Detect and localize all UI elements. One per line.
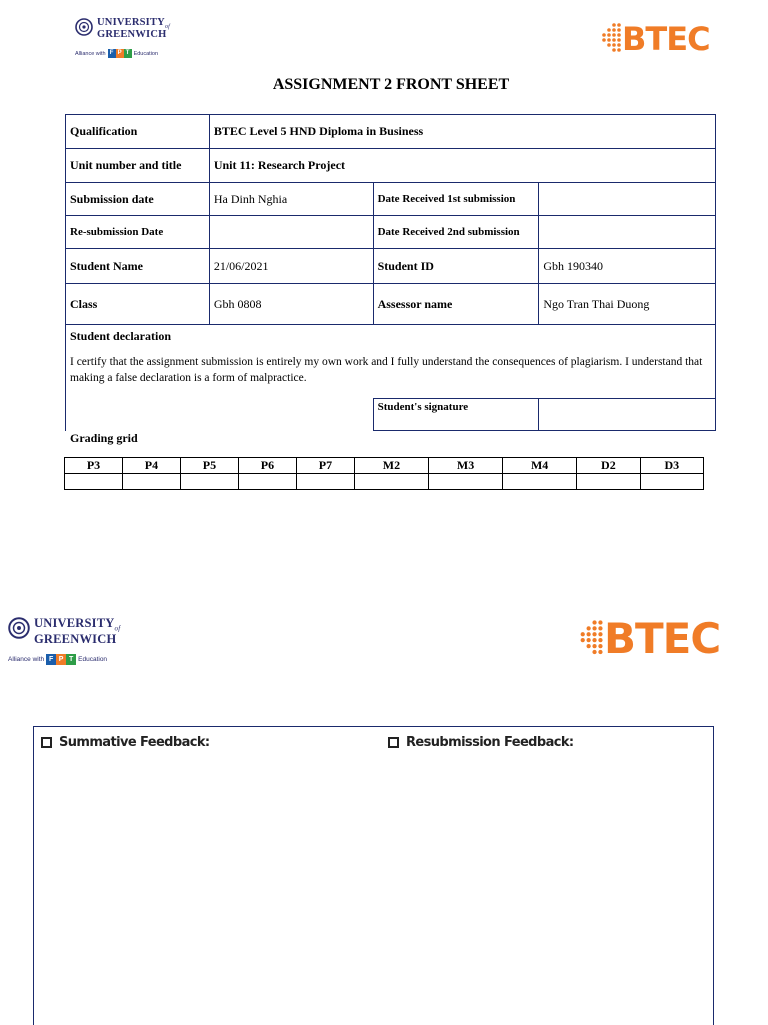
feedback-box — [33, 726, 714, 1025]
student-name-value: 21/06/2021 — [209, 249, 373, 284]
grade-header-p7: P7 — [296, 458, 354, 474]
date-received-2-label: Date Received 2nd submission — [373, 216, 539, 249]
fpt-letter-t: T — [66, 654, 76, 665]
university-of: of — [164, 24, 171, 31]
declaration-label: Student declaration — [70, 329, 172, 343]
university-crest-icon — [75, 18, 93, 36]
btec-wordmark: BTEC — [622, 20, 710, 58]
summative-checkbox-icon[interactable] — [41, 737, 52, 748]
grade-header-d3: D3 — [640, 458, 703, 474]
university-line1: UNIVERSITY — [97, 17, 165, 28]
signature-spacer — [66, 399, 374, 431]
btec-dots-icon — [578, 616, 604, 662]
grading-grid-table — [64, 457, 704, 490]
grade-header-p3: P3 — [65, 458, 123, 474]
btec-logo-2 — [578, 614, 720, 663]
grade-header-m4: M4 — [503, 458, 577, 474]
submission-date-value: Ha Dinh Nghia — [209, 183, 373, 216]
assessor-label: Assessor name — [373, 284, 539, 325]
fpt-letter-p: P — [117, 50, 122, 56]
summative-feedback-label: Summative Feedback: — [59, 735, 210, 750]
row-declaration — [66, 325, 716, 399]
assessor-value: Ngo Tran Thai Duong — [539, 284, 716, 325]
row-unit — [66, 149, 716, 183]
grade-cell-p7[interactable] — [296, 474, 354, 490]
grade-cell-d3[interactable] — [640, 474, 703, 490]
resubmission-checkbox-icon[interactable] — [388, 737, 399, 748]
date-received-1-value — [539, 183, 716, 216]
student-name-label: Student Name — [66, 249, 210, 284]
university-logo — [75, 18, 170, 41]
resubmission-feedback-heading — [388, 735, 574, 750]
alliance-suffix: Education — [133, 50, 159, 57]
fpt-letter-f: F — [108, 49, 116, 58]
class-label: Class — [66, 284, 210, 325]
signature-value[interactable] — [539, 399, 716, 431]
btec-dots-icon — [600, 22, 622, 56]
grade-header-p4: P4 — [122, 458, 180, 474]
resubmission-date-value — [209, 216, 373, 249]
grade-cell-p3[interactable] — [65, 474, 123, 490]
date-received-1-label: Date Received 1st submission — [373, 183, 539, 216]
university-of: of — [114, 624, 121, 633]
grade-header-d2: D2 — [577, 458, 640, 474]
grading-grid-label: Grading grid — [70, 431, 138, 445]
fpt-letter-f: F — [46, 654, 56, 665]
page-title: ASSIGNMENT 2 FRONT SHEET — [272, 76, 510, 93]
row-class — [66, 284, 716, 325]
qualification-label: Qualification — [66, 115, 210, 149]
declaration-cell — [66, 325, 716, 399]
university-logo-2 — [8, 617, 120, 645]
grade-cell-m2[interactable] — [354, 474, 428, 490]
fpt-letter-t: T — [124, 49, 132, 58]
row-signature — [66, 399, 716, 431]
grade-header-p5: P5 — [180, 458, 238, 474]
row-submission — [66, 183, 716, 216]
grade-cell-p6[interactable] — [238, 474, 296, 490]
resubmission-feedback-label: Resubmission Feedback: — [406, 735, 574, 750]
alliance-prefix: Alliance with — [75, 50, 106, 57]
university-line2: GREENWICH — [34, 631, 117, 646]
grade-header-m3: M3 — [429, 458, 503, 474]
university-crest-icon — [8, 617, 30, 639]
alliance-line-2 — [8, 654, 107, 665]
alliance-suffix: Education — [78, 656, 108, 663]
unit-value: Unit 11: Research Project — [209, 149, 715, 183]
qualification-value: BTEC Level 5 HND Diploma in Business — [209, 115, 715, 149]
btec-wordmark: BTEC — [604, 614, 721, 663]
declaration-text: I certify that the assignment submission is entirely my own work and I fully understand the consequences of plagiarism. I understand that making a false declaration is a form of malpractice. — [70, 356, 703, 384]
fpt-logo — [46, 654, 76, 665]
grade-cell-m4[interactable] — [503, 474, 577, 490]
unit-label: Unit number and title — [66, 149, 210, 183]
btec-logo — [600, 20, 710, 58]
grading-value-row — [65, 474, 704, 490]
alliance-line — [75, 49, 158, 58]
alliance-prefix: Alliance with — [8, 656, 45, 663]
row-resubmission — [66, 216, 716, 249]
row-qualification — [66, 115, 716, 149]
fpt-logo — [108, 49, 132, 58]
date-received-2-value — [539, 216, 716, 249]
resubmission-date-label: Re-submission Date — [66, 216, 210, 249]
grade-cell-p4[interactable] — [122, 474, 180, 490]
grade-cell-d2[interactable] — [577, 474, 640, 490]
fpt-letter-p: P — [56, 654, 66, 665]
university-line2: GREENWICH — [97, 29, 167, 41]
grading-header-row — [65, 458, 704, 474]
assignment-info-table — [65, 114, 716, 431]
row-student — [66, 249, 716, 284]
signature-label: Student's signature — [373, 399, 539, 431]
summative-feedback-heading — [41, 735, 210, 750]
student-id-value: Gbh 190340 — [539, 249, 716, 284]
class-value: Gbh 0808 — [209, 284, 373, 325]
grade-cell-p5[interactable] — [180, 474, 238, 490]
student-id-label: Student ID — [373, 249, 539, 284]
university-line1: UNIVERSITY — [34, 616, 115, 630]
grade-header-m2: M2 — [354, 458, 428, 474]
grade-header-p6: P6 — [238, 458, 296, 474]
grade-cell-m3[interactable] — [429, 474, 503, 490]
submission-date-label: Submission date — [66, 183, 210, 216]
